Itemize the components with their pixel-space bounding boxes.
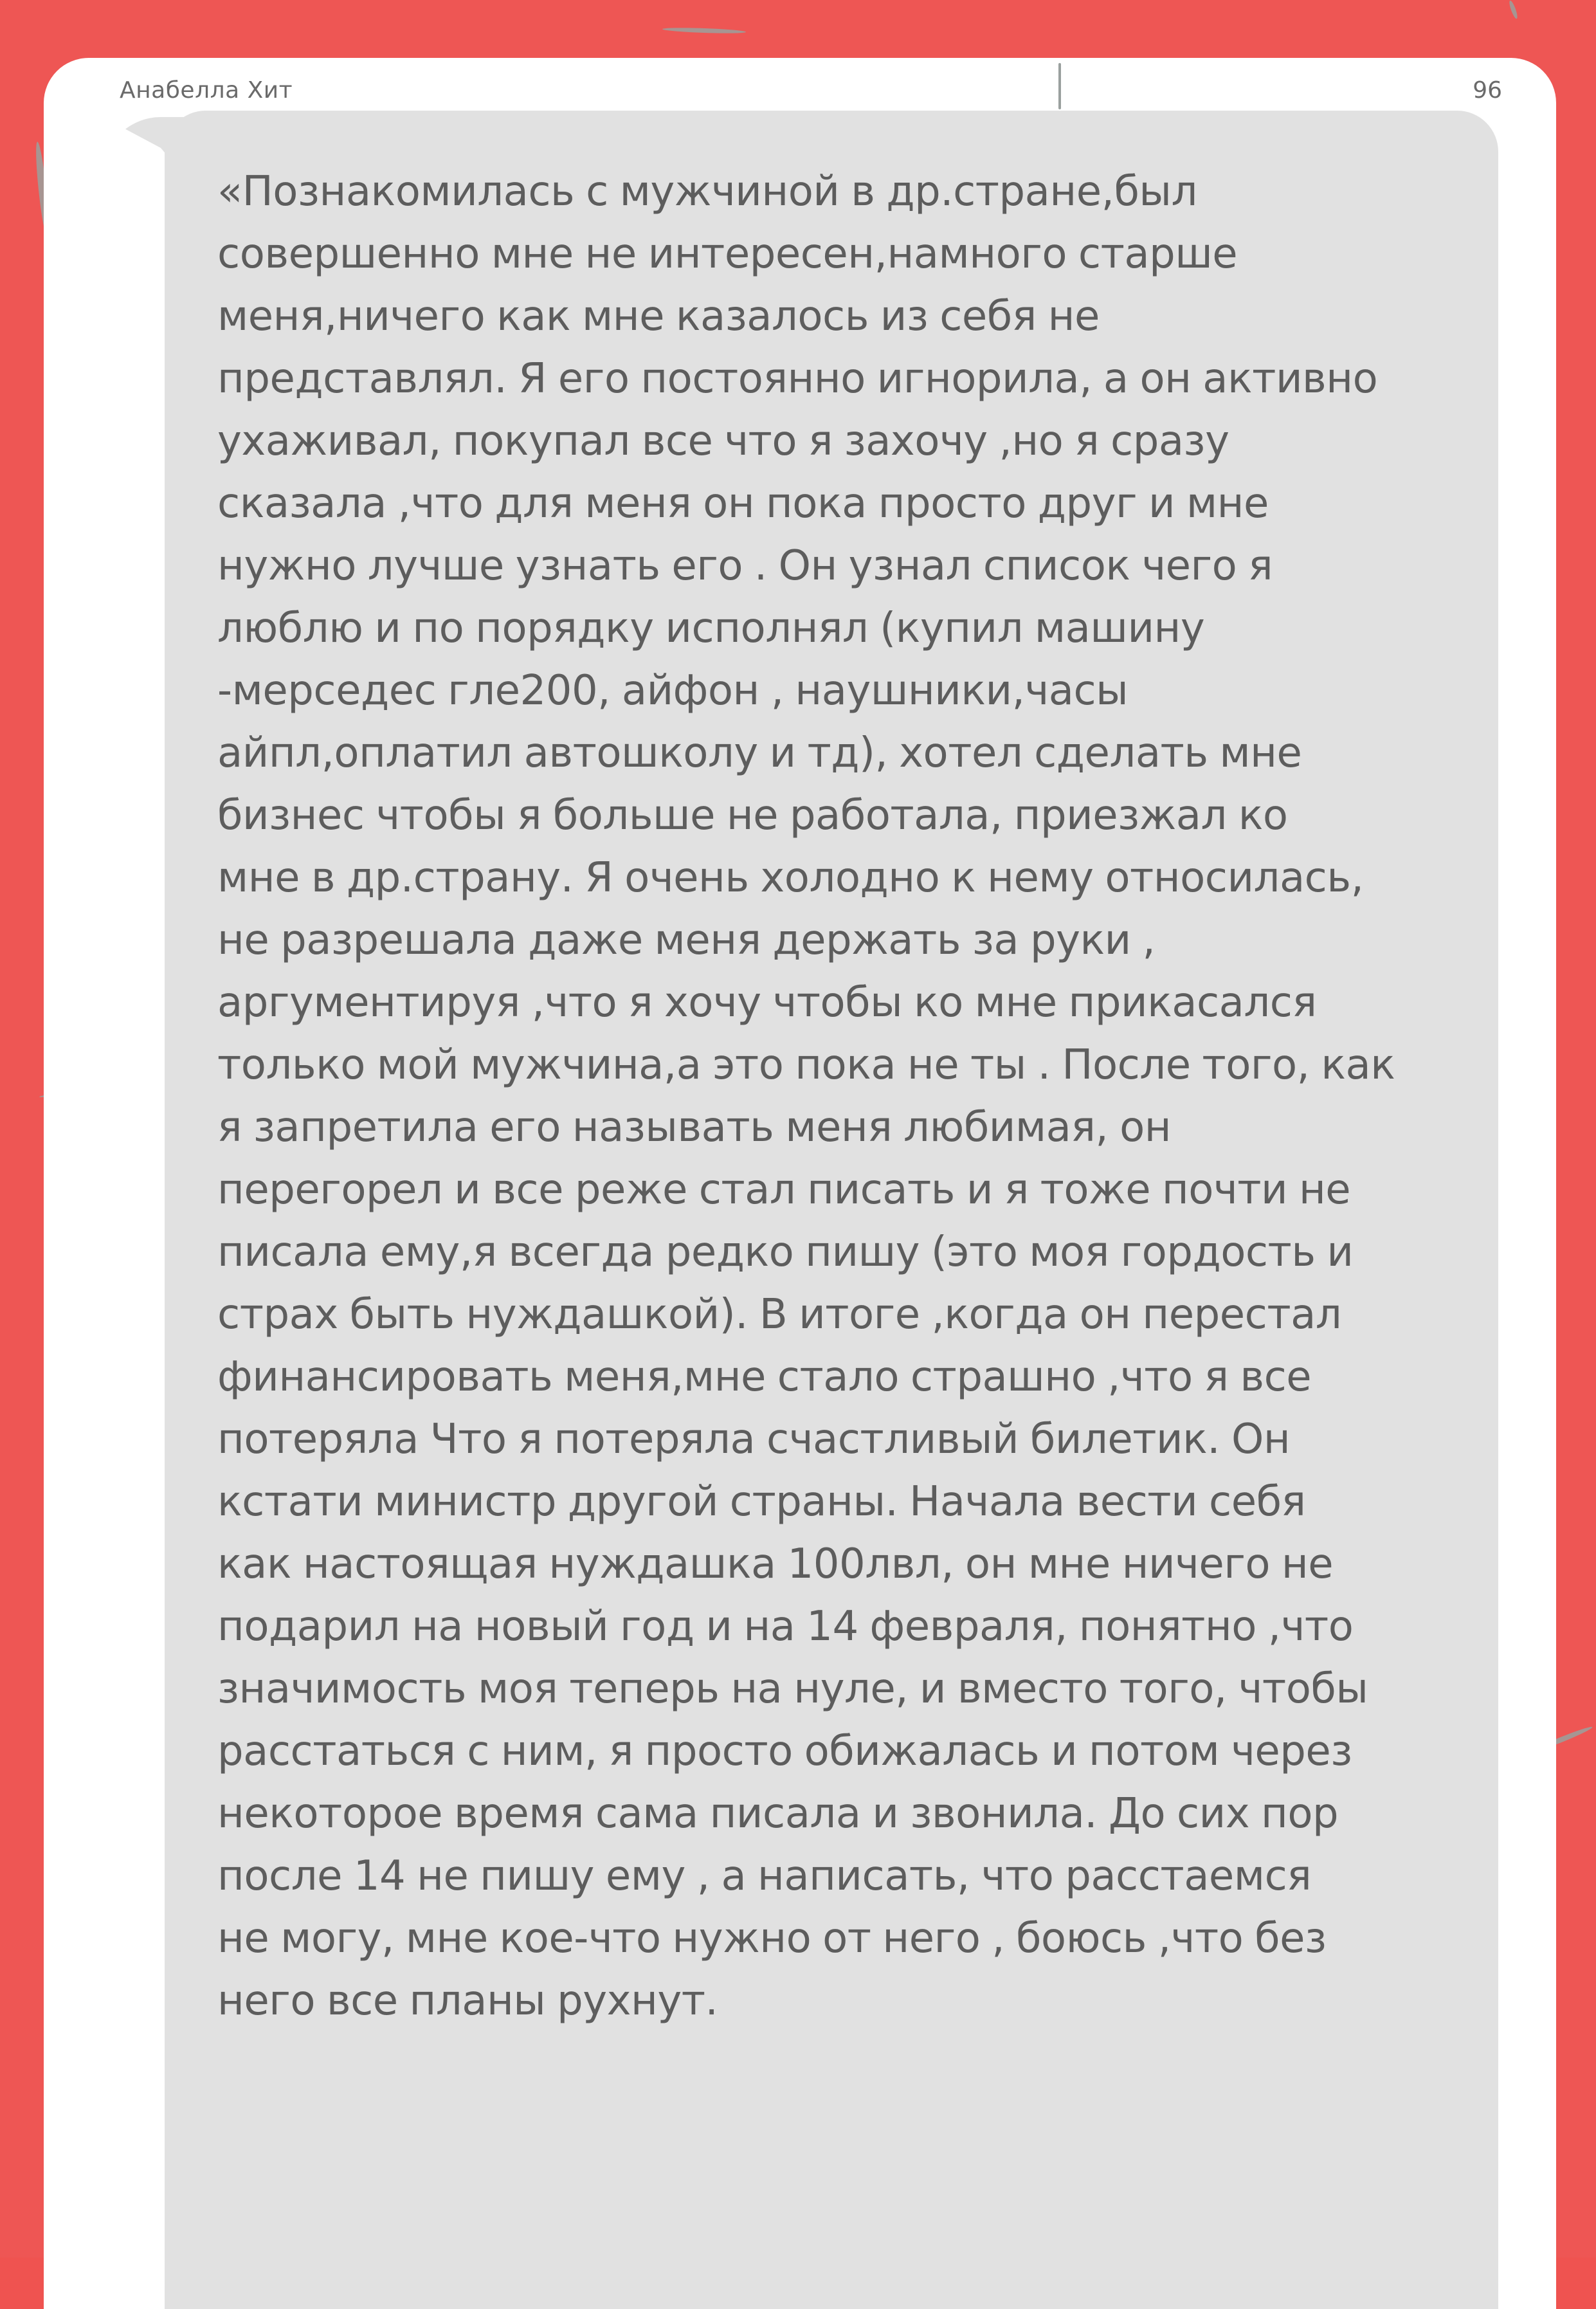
page-sheet: [44, 58, 1556, 2309]
message-text: «Познакомилась с мужчиной в др.стране,был совершенно мне не интересен,намного старше меня,ничего как мне казалось из себя не представлял. Я его постоянно игнорила, а он активно ухаживал, покупал все что я захочу ,но я сразу сказала ,что для меня он пока просто друг и мне нужно лучше узнать его . Он узнал список чего я люблю и по порядку исполнял (купил машину -мерседес гле200, айфон , наушники,часы айпл,оплатил автошколу и тд), хотел сделать мне бизнес чтобы я больше не работала, приезжал ко мне в др.страну. Я очень холодно к нему относилась, не разрешала даже меня держать за руки , аргументируя ,что я хочу чтобы ко мне прикасался только мой мужчина,а это пока не ты . После того, как я запретила его называть меня любимая, он перегорел и все реже стал писать и я тоже почти не писала ему,я всегда редко пишу (это моя гордость и страх быть нуждашкой). В итоге ,когда он перестал финансировать меня,мне стало страшно ,что я все потеряла Что я потеряла счастливый билетик. Он кстати министр другой страны. Начала вести себя как настоящая нуждашка 100лвл, он мне ничего не подарил на новый год и на 14 февраля, понятно ,что значимость моя теперь на нуле, и вместо того, чтобы расстаться с ним, я просто обижалась и потом через некоторое время сама писала и звонила. До сих пор после 14 не пишу ему , а написать, что расстаемся не могу, мне кое-что нужно от него , боюсь ,что без него все планы рухнут.: [217, 168, 1395, 2025]
page-number: 96: [1473, 77, 1502, 104]
divider-tick: [1058, 63, 1061, 109]
header-author: Анабелла Хит: [120, 77, 293, 104]
